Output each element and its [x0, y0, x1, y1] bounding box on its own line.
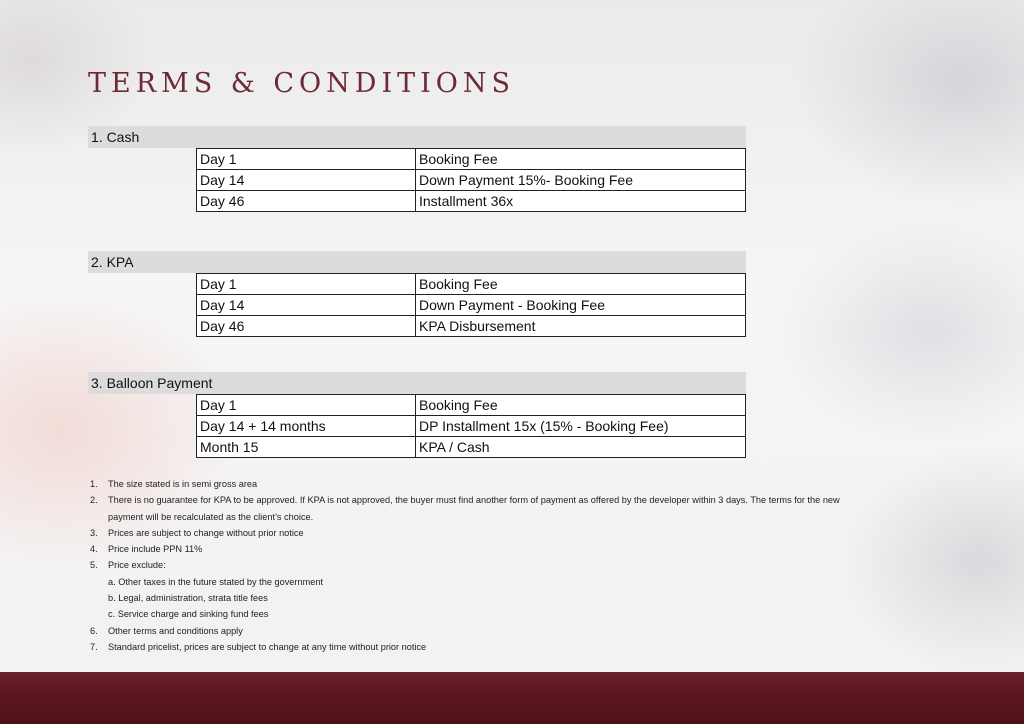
note-number: 1. — [90, 479, 98, 489]
note-item — [90, 557, 990, 573]
note-number: 3. — [90, 527, 98, 538]
note-item — [90, 590, 990, 606]
note-item — [90, 476, 990, 492]
table-row — [197, 170, 746, 191]
note-text: Other terms and conditions apply — [108, 625, 243, 636]
notes-list — [90, 476, 990, 655]
note-text: The size stated is in semi gross area — [108, 479, 258, 489]
note-text: Prices are subject to change without prior notice — [108, 527, 304, 538]
description-cell: KPA / Cash — [416, 437, 746, 458]
description-cell: Down Payment - Booking Fee — [416, 295, 746, 316]
description-cell: KPA Disbursement — [416, 316, 746, 337]
note-text: b. Legal, administration, strata title fees — [108, 593, 268, 604]
section-header: 1. Cash — [88, 126, 746, 148]
day-cell: Day 1 — [197, 274, 416, 295]
note-number: 2. — [90, 495, 98, 506]
note-text: Standard pricelist, prices are subject to change at any time without prior notice — [108, 641, 427, 652]
note-text: Price include PPN 11% — [108, 544, 203, 555]
section-kpa — [88, 251, 746, 337]
day-cell: Day 46 — [197, 191, 416, 212]
table-row — [197, 395, 746, 416]
day-cell: Day 14 — [197, 170, 416, 191]
section-balloon-payment — [88, 372, 746, 458]
description-cell: Booking Fee — [416, 274, 746, 295]
day-cell: Day 46 — [197, 316, 416, 337]
page-title: TERMS & CONDITIONS — [88, 68, 516, 99]
note-text: a. Other taxes in the future stated by the government — [108, 576, 324, 587]
section-cash — [88, 126, 746, 212]
table-row — [197, 149, 746, 170]
note-item — [90, 574, 990, 590]
note-item — [90, 639, 990, 655]
note-item — [90, 492, 990, 508]
day-cell: Day 14 — [197, 295, 416, 316]
section-header: 2. KPA — [88, 251, 746, 273]
note-item — [90, 606, 990, 622]
terms-table — [196, 148, 746, 212]
note-number: 6. — [90, 625, 98, 636]
day-cell: Month 15 — [197, 437, 416, 458]
description-cell: Booking Fee — [416, 149, 746, 170]
description-cell: DP Installment 15x (15% - Booking Fee) — [416, 416, 746, 437]
description-cell: Installment 36x — [416, 191, 746, 212]
table-row — [197, 274, 746, 295]
section-header: 3. Balloon Payment — [88, 372, 746, 394]
table-row — [197, 191, 746, 212]
table-row — [197, 437, 746, 458]
footer-band — [0, 672, 1024, 724]
note-text: c. Service charge and sinking fund fees — [108, 609, 269, 620]
terms-table — [196, 394, 746, 458]
table-row — [197, 295, 746, 316]
note-item — [90, 509, 990, 525]
note-text: Price exclude: — [108, 560, 166, 571]
note-item — [90, 623, 990, 639]
table-row — [197, 416, 746, 437]
note-text: There is no guarantee for KPA to be approved. If KPA is not approved, the buyer must find another form of payment as offered by the developer within 3 days. The terms for the new — [108, 495, 840, 506]
description-cell: Booking Fee — [416, 395, 746, 416]
day-cell: Day 1 — [197, 149, 416, 170]
note-item — [90, 525, 990, 541]
note-text: payment will be recalculated as the client’s choice. — [108, 511, 314, 522]
day-cell: Day 14 + 14 months — [197, 416, 416, 437]
note-number: 5. — [90, 560, 98, 571]
note-item — [90, 541, 990, 557]
table-row — [197, 316, 746, 337]
day-cell: Day 1 — [197, 395, 416, 416]
terms-table — [196, 273, 746, 337]
note-number: 7. — [90, 641, 98, 652]
note-number: 4. — [90, 544, 98, 555]
description-cell: Down Payment 15%- Booking Fee — [416, 170, 746, 191]
